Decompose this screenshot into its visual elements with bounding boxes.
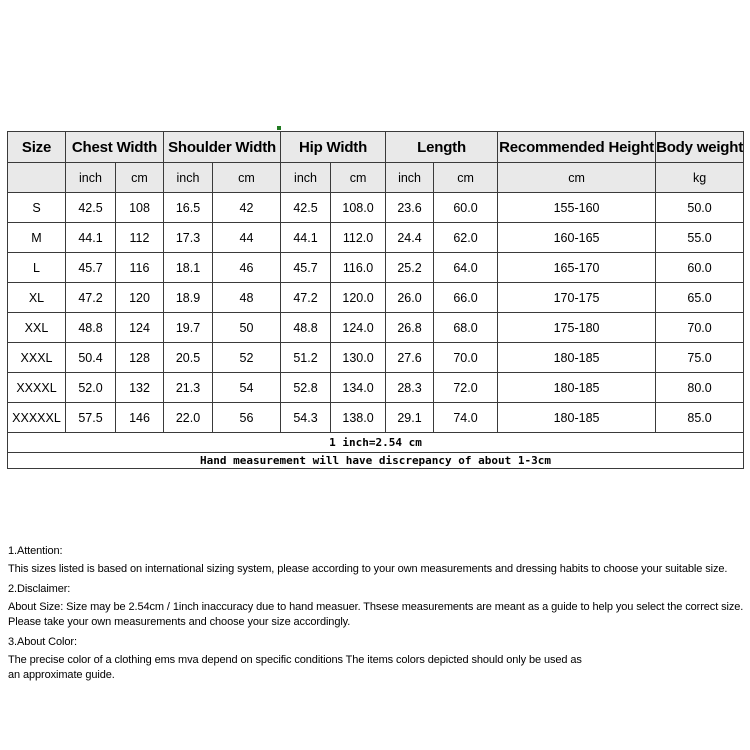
table-cell-shoulder-cm: 48 (213, 283, 281, 313)
table-cell-hip-cm: 138.0 (331, 403, 386, 433)
note-disclaimer-line: Please take your own measurements and choose your size accordingly. (8, 616, 351, 628)
table-cell-shoulder-cm: 52 (213, 343, 281, 373)
table-cell-height-cm: 180-185 (498, 343, 656, 373)
table-cell-chest-cm: 146 (116, 403, 164, 433)
table-row (8, 313, 744, 343)
table-cell-weight-kg: 85.0 (656, 403, 744, 433)
table-cell-hip-cm: 130.0 (331, 343, 386, 373)
table-row (8, 193, 744, 223)
table-cell-length-in: 26.0 (386, 283, 434, 313)
table-cell-chest-in: 42.5 (66, 193, 116, 223)
col-header-length: Length (386, 132, 498, 163)
table-cell-length-in: 29.1 (386, 403, 434, 433)
note-disclaimer (8, 582, 750, 630)
table-cell-hip-in: 47.2 (281, 283, 331, 313)
col-header-hip-width: Hip Width (281, 132, 386, 163)
note-disclaimer-heading: 2.Disclaimer: (8, 583, 71, 595)
table-header (8, 132, 744, 193)
table-cell-size: S (8, 193, 66, 223)
table-cell-length-cm: 64.0 (434, 253, 498, 283)
table-cell-hip-in: 42.5 (281, 193, 331, 223)
col-header-shoulder-width: Shoulder Width (164, 132, 281, 163)
table-cell-chest-cm: 112 (116, 223, 164, 253)
note-attention-line: This sizes listed is based on international sizing system, please according to your own measurements and dressing habits to choose your suitable size. (8, 563, 728, 575)
table-cell-shoulder-cm: 56 (213, 403, 281, 433)
table-cell-shoulder-in: 18.9 (164, 283, 213, 313)
table-cell-length-cm: 62.0 (434, 223, 498, 253)
table-cell-size: XXXXL (8, 373, 66, 403)
unit-cell-empty (8, 163, 66, 193)
table-cell-chest-in: 50.4 (66, 343, 116, 373)
table-cell-weight-kg: 75.0 (656, 343, 744, 373)
table-cell-chest-cm: 124 (116, 313, 164, 343)
table-cell-hip-in: 54.3 (281, 403, 331, 433)
table-cell-size: XXXL (8, 343, 66, 373)
footnote-row (8, 453, 744, 469)
table-cell-shoulder-in: 22.0 (164, 403, 213, 433)
table-cell-shoulder-cm: 42 (213, 193, 281, 223)
table-cell-shoulder-in: 18.1 (164, 253, 213, 283)
table-cell-hip-cm: 116.0 (331, 253, 386, 283)
table-cell-length-in: 27.6 (386, 343, 434, 373)
table-cell-length-cm: 74.0 (434, 403, 498, 433)
table-cell-weight-kg: 80.0 (656, 373, 744, 403)
table-cell-length-cm: 60.0 (434, 193, 498, 223)
table-cell-chest-in: 48.8 (66, 313, 116, 343)
header-row (8, 132, 744, 163)
table-row (8, 283, 744, 313)
table-cell-chest-in: 47.2 (66, 283, 116, 313)
table-cell-chest-in: 57.5 (66, 403, 116, 433)
table-cell-length-in: 28.3 (386, 373, 434, 403)
table-cell-shoulder-in: 17.3 (164, 223, 213, 253)
table-footer (8, 433, 744, 469)
table-cell-weight-kg: 50.0 (656, 193, 744, 223)
unit-cell-chest-inch: inch (66, 163, 116, 193)
table-cell-hip-in: 51.2 (281, 343, 331, 373)
unit-cell-hip-inch: inch (281, 163, 331, 193)
table-cell-hip-in: 52.8 (281, 373, 331, 403)
table-cell-weight-kg: 60.0 (656, 253, 744, 283)
table-cell-size: L (8, 253, 66, 283)
footnote-inch-conversion: 1 inch=2.54 cm (8, 433, 744, 453)
table-row (8, 403, 744, 433)
green-pixel-artifact (277, 126, 281, 130)
table-cell-hip-in: 44.1 (281, 223, 331, 253)
table-cell-chest-cm: 120 (116, 283, 164, 313)
note-attention-heading: 1.Attention: (8, 545, 63, 557)
footnote-hand-measurement: Hand measurement will have discrepancy of about 1-3cm (8, 453, 744, 469)
unit-cell-hip-cm: cm (331, 163, 386, 193)
table-cell-shoulder-cm: 44 (213, 223, 281, 253)
table-cell-length-cm: 72.0 (434, 373, 498, 403)
col-header-recommended-height: Recommended Height (498, 132, 656, 163)
table-cell-chest-cm: 132 (116, 373, 164, 403)
note-about-color-line: The precise color of a clothing ems mva depend on specific conditions The items colors depicted should only be used as (8, 654, 582, 666)
table-cell-length-in: 24.4 (386, 223, 434, 253)
col-header-chest-width: Chest Width (66, 132, 164, 163)
table-cell-shoulder-in: 19.7 (164, 313, 213, 343)
table-cell-shoulder-cm: 54 (213, 373, 281, 403)
note-attention (8, 544, 750, 577)
table-cell-weight-kg: 55.0 (656, 223, 744, 253)
table-cell-chest-cm: 116 (116, 253, 164, 283)
table-row (8, 223, 744, 253)
notes-section (8, 544, 750, 688)
note-about-color-heading: 3.About Color: (8, 636, 77, 648)
table-cell-size: XXXXXL (8, 403, 66, 433)
table-cell-length-cm: 68.0 (434, 313, 498, 343)
table-cell-hip-cm: 108.0 (331, 193, 386, 223)
table-cell-size: XXL (8, 313, 66, 343)
table-cell-chest-in: 52.0 (66, 373, 116, 403)
table-cell-hip-cm: 134.0 (331, 373, 386, 403)
table-cell-hip-cm: 124.0 (331, 313, 386, 343)
table-cell-hip-cm: 112.0 (331, 223, 386, 253)
table-cell-chest-cm: 108 (116, 193, 164, 223)
table-cell-length-cm: 70.0 (434, 343, 498, 373)
table-cell-hip-cm: 120.0 (331, 283, 386, 313)
table-cell-height-cm: 160-165 (498, 223, 656, 253)
table-row (8, 253, 744, 283)
table-cell-hip-in: 45.7 (281, 253, 331, 283)
footnote-row (8, 433, 744, 453)
table-cell-height-cm: 155-160 (498, 193, 656, 223)
table-cell-height-cm: 165-170 (498, 253, 656, 283)
table-cell-chest-cm: 128 (116, 343, 164, 373)
unit-cell-length-cm: cm (434, 163, 498, 193)
table-cell-shoulder-in: 21.3 (164, 373, 213, 403)
col-header-body-weight: Body weight (656, 132, 744, 163)
table-cell-size: M (8, 223, 66, 253)
table-cell-height-cm: 170-175 (498, 283, 656, 313)
table-row (8, 343, 744, 373)
table-cell-chest-in: 44.1 (66, 223, 116, 253)
unit-cell-shoulder-cm: cm (213, 163, 281, 193)
table-cell-weight-kg: 70.0 (656, 313, 744, 343)
table-cell-weight-kg: 65.0 (656, 283, 744, 313)
table-cell-hip-in: 48.8 (281, 313, 331, 343)
unit-cell-height-cm: cm (498, 163, 656, 193)
table-cell-shoulder-cm: 46 (213, 253, 281, 283)
table-cell-height-cm: 180-185 (498, 373, 656, 403)
unit-cell-shoulder-inch: inch (164, 163, 213, 193)
table-cell-chest-in: 45.7 (66, 253, 116, 283)
table-cell-height-cm: 175-180 (498, 313, 656, 343)
note-about-color (8, 635, 750, 683)
table-cell-shoulder-in: 16.5 (164, 193, 213, 223)
size-table-body (8, 193, 744, 433)
table-cell-length-in: 23.6 (386, 193, 434, 223)
unit-row (8, 163, 744, 193)
table-cell-height-cm: 180-185 (498, 403, 656, 433)
note-about-color-line: an approximate guide. (8, 669, 115, 681)
note-disclaimer-line: About Size: Size may be 2.54cm / 1inch inaccuracy due to hand measuer. Thsese measurements are meant as a guide to help you select the correct size. (8, 601, 744, 613)
size-chart-table (7, 131, 744, 469)
unit-cell-length-inch: inch (386, 163, 434, 193)
table-cell-size: XL (8, 283, 66, 313)
table-cell-length-in: 26.8 (386, 313, 434, 343)
unit-cell-chest-cm: cm (116, 163, 164, 193)
table-cell-shoulder-in: 20.5 (164, 343, 213, 373)
table-cell-length-cm: 66.0 (434, 283, 498, 313)
table-cell-length-in: 25.2 (386, 253, 434, 283)
table-row (8, 373, 744, 403)
unit-cell-weight-kg: kg (656, 163, 744, 193)
col-header-size: Size (8, 132, 66, 163)
table-cell-shoulder-cm: 50 (213, 313, 281, 343)
